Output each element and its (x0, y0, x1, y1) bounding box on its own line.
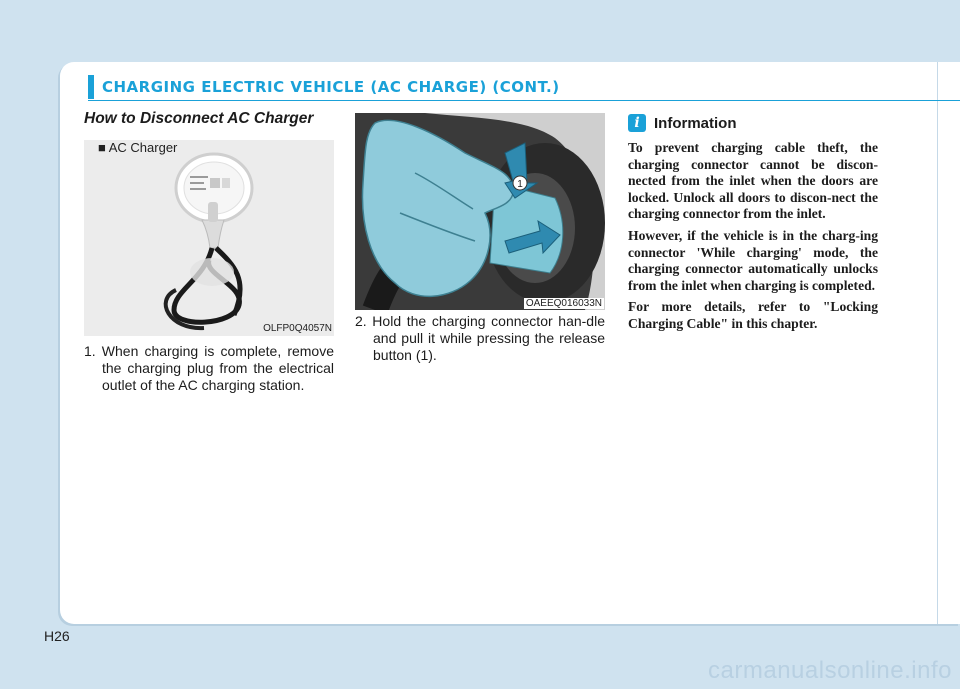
header-rule (88, 100, 960, 101)
subheading: How to Disconnect AC Charger (84, 110, 314, 127)
callout-number: 1 (517, 179, 523, 190)
figure-code: OLFP0Q4057N (263, 323, 332, 334)
page-number: H26 (44, 628, 70, 644)
info-icon: i (628, 114, 646, 132)
header-accent-bar (88, 75, 94, 99)
section-title: CHARGING ELECTRIC VEHICLE (AC CHARGE) (CONT.) (102, 78, 560, 96)
info-title: Information (654, 114, 737, 132)
info-body (628, 140, 878, 338)
info-heading (628, 114, 737, 132)
info-paragraph: However, if the vehicle is in the charg-ing connector 'While charging' mode, the charging connector automatically unlocks from the inlet when charging is completed. (628, 227, 878, 293)
ac-charger-illustration (84, 140, 334, 336)
step-1-text: 1. When charging is complete, remove the charging plug from the electrical outlet of the AC charging station. (84, 343, 334, 393)
step-1 (84, 343, 334, 394)
step-2 (355, 313, 605, 364)
connector-release-illustration (355, 113, 605, 310)
info-paragraph: To prevent charging cable theft, the charging connector cannot be discon-nected from the inlet when the doors are locked. Unlock all doors to discon-nect the charging connector from the inlet. (628, 140, 878, 222)
figure-code: OAEEQ016033N (525, 298, 602, 309)
section-header (88, 74, 960, 100)
figure-label: ■ AC Charger (98, 140, 178, 155)
card-right-rule (937, 62, 938, 624)
info-paragraph: For more details, refer to "Locking Charging Cable" in this chapter. (628, 299, 878, 331)
ac-charger-figure (84, 140, 334, 336)
step-2-text: 2. Hold the charging connector han-dle and pull it while pressing the release button (1). (355, 313, 605, 363)
watermark: carmanualsonline.info (708, 657, 952, 684)
connector-release-figure (355, 113, 605, 310)
